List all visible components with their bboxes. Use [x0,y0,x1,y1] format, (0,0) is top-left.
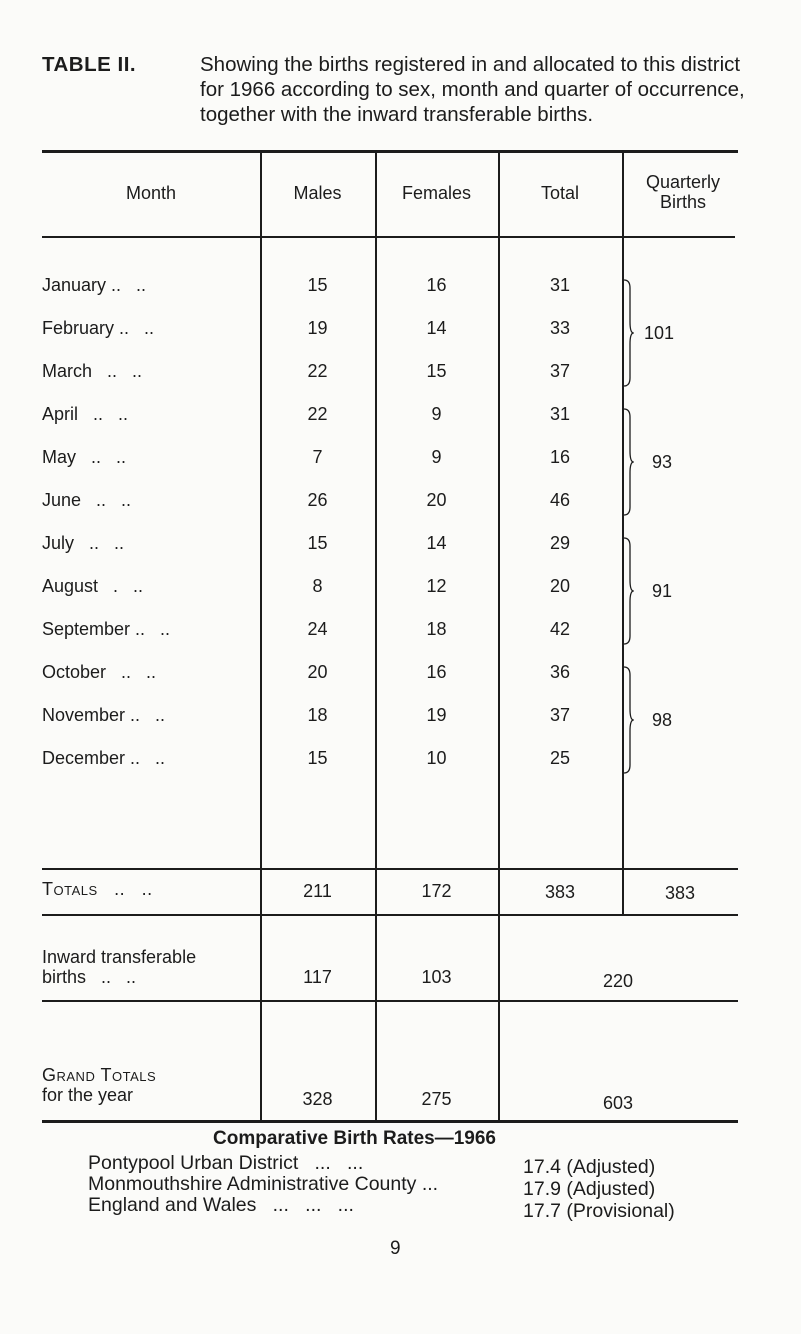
header-quarterly: Quarterly Births [645,172,721,212]
table-row [42,532,622,556]
total-value: 37 [549,361,571,381]
table-row [42,403,622,427]
grand-label-line2: for the year [42,1085,134,1105]
grand-total: 603 [602,1093,634,1113]
quarter-value-2: 93 [652,452,673,472]
total-value: 33 [549,318,571,338]
males-value: 8 [312,576,323,596]
females-value: 14 [426,533,447,553]
males-value: 19 [307,318,328,338]
males-value: 22 [307,404,328,424]
rate-area-label: Monmouthshire Administrative County ... [88,1173,439,1195]
females-value: 9 [431,404,442,424]
month-label: January .. .. [42,275,147,295]
females-value: 16 [426,662,447,682]
month-label: July .. .. [42,533,125,553]
caption-text: Showing the births registered in and allocated to this district for 1966 according to sex, month and quarter of occurrence, together with the inward transferable births. [200,53,745,126]
inward-total: 220 [602,971,634,991]
males-value: 22 [307,361,328,381]
total-value: 16 [549,447,571,467]
rate-value: 17.7 (Provisional) [523,1200,675,1222]
month-label: November .. .. [42,705,166,725]
totals-total: 383 [544,882,576,902]
females-value: 12 [426,576,447,596]
quarter-brace-2 [622,407,632,517]
total-value: 25 [549,748,571,768]
total-value: 36 [549,662,571,682]
month-label: February .. .. [42,318,155,338]
table-row [42,317,622,341]
quarter-brace-1 [622,278,632,388]
males-value: 20 [307,662,328,682]
totals-females: 172 [421,881,452,901]
table-row [42,489,622,513]
males-value: 26 [307,490,328,510]
month-label: December .. .. [42,748,166,768]
month-label: March .. .. [42,361,143,381]
males-value: 15 [307,533,328,553]
month-label: April .. .. [42,404,129,424]
males-value: 15 [307,748,328,768]
males-value: 18 [307,705,328,725]
table-row [42,747,622,771]
table-row [42,618,622,642]
total-value: 42 [549,619,571,639]
females-value: 14 [426,318,447,338]
inward-bottom-rule [42,1000,738,1002]
inward-males: 117 [303,967,332,987]
males-value: 24 [307,619,328,639]
rate-area-label: Pontypool Urban District ... ... [88,1152,364,1174]
rate-value: 17.9 (Adjusted) [523,1178,656,1200]
table-row [42,661,622,685]
top-rule [42,150,738,153]
quarter-value-3: 91 [652,581,673,601]
totals-bottom-rule [42,914,738,916]
total-value: 20 [549,576,571,596]
quarter-brace-4 [622,665,632,775]
females-value: 15 [426,361,447,381]
page-number: 9 [390,1238,401,1259]
total-value: 46 [549,490,571,510]
month-label: September .. .. [42,619,171,639]
males-value: 7 [312,447,323,467]
total-value: 29 [549,533,571,553]
bottom-rule [42,1120,738,1123]
month-label: June .. .. [42,490,132,510]
totals-quarterly: 383 [664,883,696,903]
grand-label-line1: Grand Totals [42,1065,157,1085]
quarter-value-4: 98 [652,710,673,730]
month-label: October .. .. [42,662,157,682]
total-value: 37 [549,705,571,725]
inward-label-line1: Inward transferable [42,947,197,967]
females-value: 19 [426,705,447,725]
table-label: TABLE II. [42,53,137,76]
table-row [42,274,622,298]
total-value: 31 [549,404,571,424]
quarter-total-rule [622,868,738,870]
table-row [42,704,622,728]
males-value: 15 [307,275,328,295]
header-total: Total [540,183,580,203]
females-value: 16 [426,275,447,295]
rate-area-label: England and Wales ... ... ... [88,1194,354,1216]
rate-value: 17.4 (Adjusted) [523,1156,656,1178]
quarter-value-1: 101 [644,323,675,343]
grand-males: 328 [302,1089,333,1109]
inward-females: 103 [421,967,452,987]
females-value: 9 [431,447,442,467]
table-row [42,360,622,384]
table-caption [42,52,762,127]
col-divider-4 [622,150,624,915]
months-bottom-rule [42,868,622,870]
table-row [42,446,622,470]
grand-females: 275 [421,1089,452,1109]
females-value: 18 [426,619,447,639]
quarter-brace-3 [622,536,632,646]
comparative-title: Comparative Birth Rates—1966 [213,1128,496,1149]
header-males: Males [293,183,342,203]
month-label: May .. .. [42,447,127,467]
totals-label: Totals .. .. [42,879,153,899]
header-rule [42,236,735,238]
header-month: Month [125,183,177,203]
females-value: 10 [426,748,447,768]
total-value: 31 [549,275,571,295]
females-value: 20 [426,490,447,510]
totals-males: 211 [303,881,332,901]
inward-label-line2: births .. .. [42,967,137,987]
births-table [42,150,738,1122]
header-females: Females [401,183,472,203]
table-row [42,575,622,599]
month-label: August . .. [42,576,144,596]
